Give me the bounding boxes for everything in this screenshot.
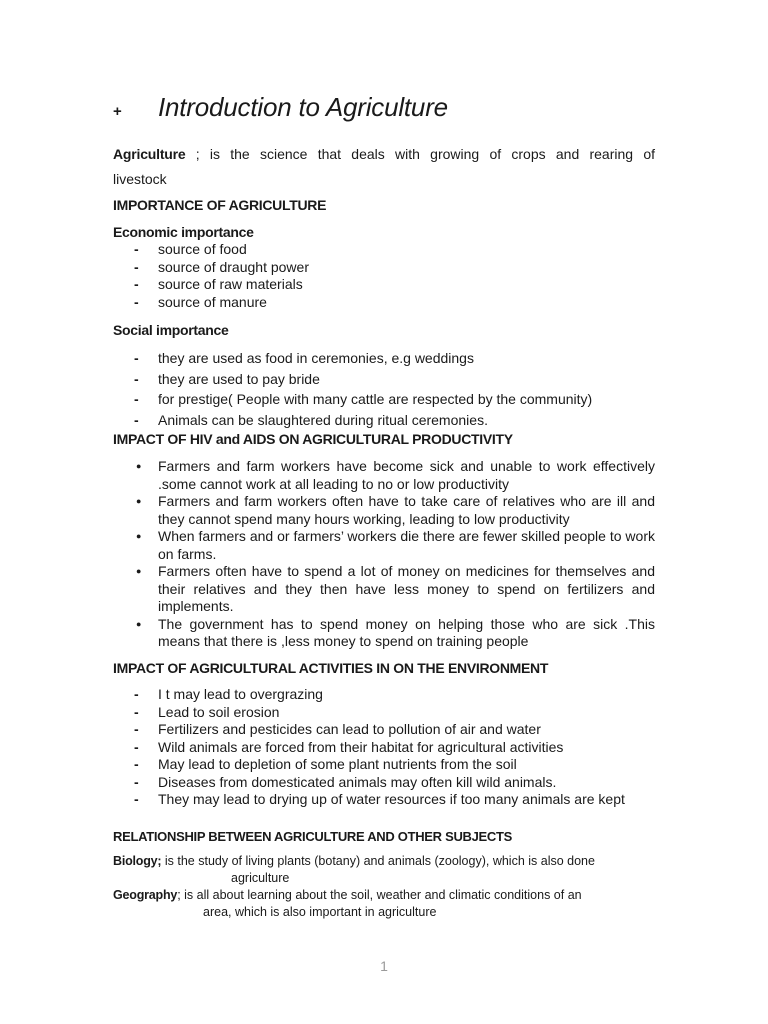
geography-term: Geography: [113, 888, 178, 902]
relationship-heading: RELATIONSHIP BETWEEN AGRICULTURE AND OTHER SUBJECTS: [113, 829, 513, 844]
list-item: - they are used as food in ceremonies, e.g weddings: [113, 348, 655, 369]
social-list: [113, 348, 655, 430]
geography-text: ; is all about learning about the soil, weather and climatic conditions of an: [177, 888, 582, 902]
list-item: - source of draught power: [113, 259, 655, 277]
title-marker: +: [113, 103, 122, 120]
list-item: - May lead to depletion of some plant nutrients from the soil: [113, 756, 655, 774]
title-row: [113, 92, 448, 123]
list-item: - Wild animals are forced from their habitat for agricultural activities: [113, 739, 655, 757]
environment-heading: IMPACT OF AGRICULTURAL ACTIVITIES IN ON THE ENVIRONMENT: [113, 660, 549, 676]
list-item: - for prestige( People with many cattle are respected by the community): [113, 389, 655, 410]
definition-text: ; is the science that deals with growing of crops and rearing of: [185, 146, 655, 162]
hiv-list: [113, 458, 655, 651]
biology-entry: [113, 853, 655, 886]
list-item: - source of food: [113, 241, 655, 259]
list-item: - Animals can be slaughtered during ritual ceremonies.: [113, 410, 655, 431]
list-item: - they are used to pay bride: [113, 369, 655, 390]
definition-continuation: livestock: [113, 171, 167, 187]
economic-heading: Economic importance: [113, 224, 254, 240]
list-item: ● Farmers and farm workers often have to take care of relatives who are ill and they cannot spend many hours working, leading to low productivity: [113, 493, 655, 528]
list-item: - I t may lead to overgrazing: [113, 686, 655, 704]
list-item: ● When farmers and or farmers’ workers die there are fewer skilled people to work on farms.: [113, 528, 655, 563]
list-item: - source of raw materials: [113, 276, 655, 294]
geography-entry: [113, 887, 655, 920]
economic-list: [113, 241, 655, 311]
list-item: - Lead to soil erosion: [113, 704, 655, 722]
page-number: 1: [380, 958, 388, 974]
list-item: - source of manure: [113, 294, 655, 312]
biology-text: is the study of living plants (botany) and animals (zoology), which is also done: [161, 854, 595, 868]
list-item: - Fertilizers and pesticides can lead to pollution of air and water: [113, 721, 655, 739]
social-heading: Social importance: [113, 322, 229, 338]
list-item: - They may lead to drying up of water resources if too many animals are kept: [113, 791, 655, 809]
biology-term: Biology;: [113, 854, 162, 868]
list-item: ● The government has to spend money on helping those who are sick .This means that there is ,less money to spend on training people: [113, 616, 655, 651]
environment-list: [113, 686, 655, 809]
list-item: ● Farmers and farm workers have become sick and unable to work effectively .some cannot work at all leading to no or low productivity: [113, 458, 655, 493]
list-item: - Diseases from domesticated animals may often kill wild animals.: [113, 774, 655, 792]
page-title: Introduction to Agriculture: [158, 92, 448, 122]
definition-line: [113, 141, 655, 168]
geography-continuation: area, which is also important in agriculture: [203, 904, 437, 919]
definition-term: Agriculture: [113, 146, 186, 162]
biology-continuation: agriculture: [231, 870, 290, 885]
importance-heading: IMPORTANCE OF AGRICULTURE: [113, 197, 327, 213]
hiv-heading: IMPACT OF HIV and AIDS ON AGRICULTURAL PRODUCTIVITY: [113, 431, 513, 447]
list-item: ● Farmers often have to spend a lot of money on medicines for themselves and their relatives and they then have less money to spend on fertilizers and implements.: [113, 563, 655, 616]
